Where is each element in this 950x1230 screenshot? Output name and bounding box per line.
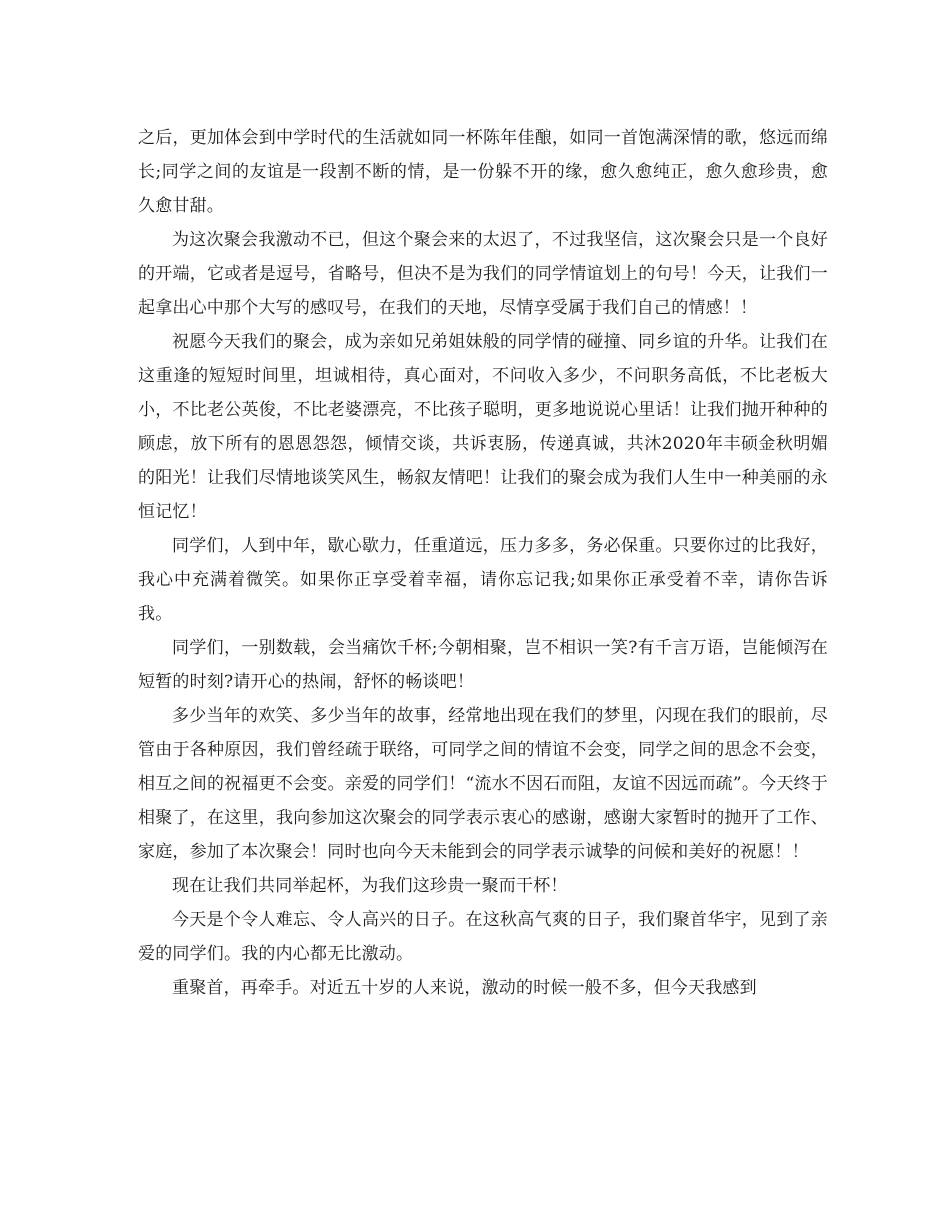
paragraph-6: 多少当年的欢笑、多少当年的故事，经常地出现在我们的梦里，闪现在我们的眼前，尽管由于各种原因，我们曾经疏于联络，可同学之间的情谊不会变，同学之间的思念不会变，相互之间的祝福更不会变。亲爱的同学们！“流水不因石而阻，友谊不因远而疏”。今天终于相聚了，在这里，我向参加这次聚会的同学表示衷心的感谢，感谢大家暂时的抛开了工作、家庭，参加了本次聚会！同时也向今天未能到会的同学表示诚挚的问候和美好的祝愿！！ [138, 706, 828, 862]
paragraph-9: 重聚首，再牵手。对近五十岁的人来说，激动的时候一般不多，但今天我感到 [172, 978, 757, 998]
paragraph-4: 同学们，人到中年，歇心歇力，任重道远，压力多多，务必保重。只要你过的比我好，我心中充满着微笑。如果你正享受着幸福，请你忘记我;如果你正承受着不幸，请你告诉我。 [138, 536, 828, 624]
paragraph-5: 同学们，一别数载，会当痛饮千杯;今朝相聚，岂不相识一笑?有千言万语，岂能倾泻在短暂的时刻?请开心的热闹，舒怀的畅谈吧！ [138, 638, 828, 692]
paragraph-8: 今天是个令人难忘、令人高兴的日子。在这秋高气爽的日子，我们聚首华宇，见到了亲爱的同学们。我的内心都无比激动。 [138, 910, 828, 964]
paragraph-3: 祝愿今天我们的聚会，成为亲如兄弟姐妹般的同学情的碰撞、同乡谊的升华。让我们在这重逢的短短时间里，坦诚相待，真心面对，不问收入多少，不问职务高低，不比老板大小，不比老公英俊，不比老婆漂亮，不比孩子聪明，更多地说说心里话！让我们抛开种种的顾虑，放下所有的恩恩怨怨，倾情交谈，共诉衷肠，传递真诚，共沐2020年丰硕金秋明媚的阳光！让我们尽情地谈笑风生，畅叙友情吧！让我们的聚会成为我们人生中一种美丽的永恒记忆！ [138, 332, 828, 522]
paragraph-2: 为这次聚会我激动不已，但这个聚会来的太迟了，不过我坚信，这次聚会只是一个良好的开端，它或者是逗号，省略号，但决不是为我们的同学情谊划上的句号！今天，让我们一起拿出心中那个大写的感叹号，在我们的天地，尽情享受属于我们自己的情感！！ [138, 230, 828, 318]
paragraph-7: 现在让我们共同举起杯，为我们这珍贵一聚而干杯！ [172, 876, 568, 896]
paragraph-1: 之后，更加体会到中学时代的生活就如同一杯陈年佳酿，如同一首饱满深情的歌，悠远而绵长;同学之间的友谊是一段割不断的情，是一份躲不开的缘，愈久愈纯正，愈久愈珍贵，愈久愈甘甜。 [138, 128, 828, 216]
document-body [138, 121, 828, 1005]
